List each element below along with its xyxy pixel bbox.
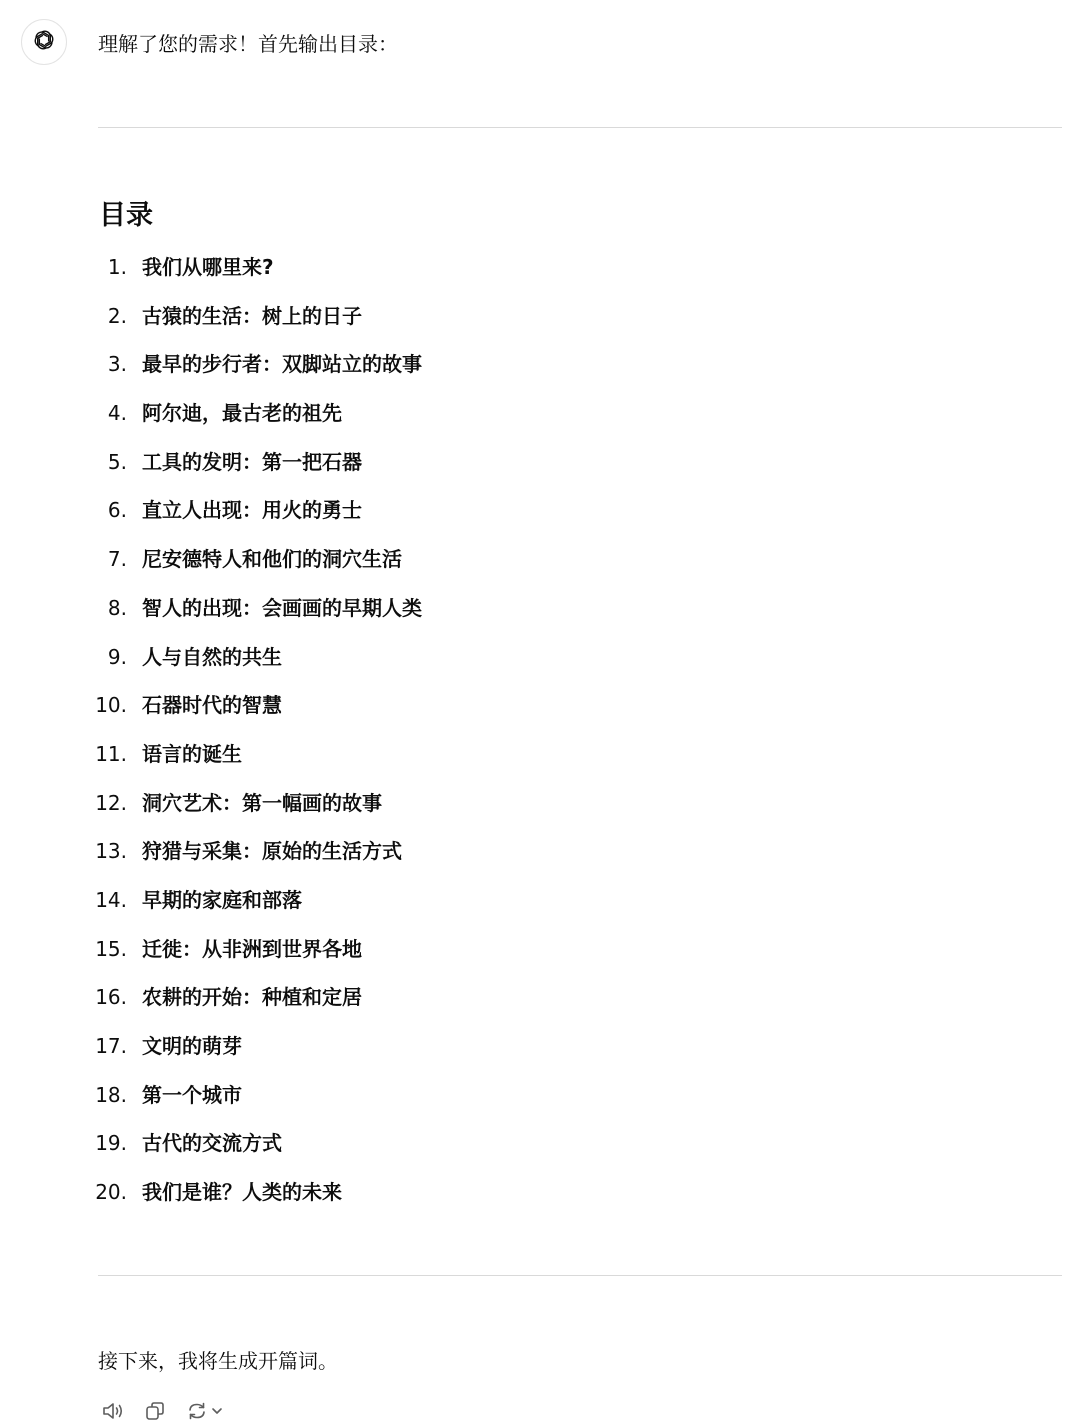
toc-item-title: 语言的诞生 xyxy=(142,741,242,766)
toc-item-number: 15. xyxy=(95,936,127,961)
toc-item-title: 我们从哪里来? xyxy=(142,255,274,279)
toc-item-title: 阿尔迪，最古老的祖先 xyxy=(142,401,342,426)
toc-item-number: 1. xyxy=(107,255,127,279)
toc-item-title: 智人的出现：会画画的早期人类 xyxy=(142,595,422,620)
toc-item-number: 11. xyxy=(95,741,127,766)
chevron-down-icon xyxy=(210,1404,224,1418)
toc-item-title: 迁徙：从非洲到世界各地 xyxy=(142,936,362,961)
toc-item-number: 19. xyxy=(95,1131,127,1156)
toc-item-number: 6. xyxy=(107,498,127,523)
toc-item-title: 工具的发明：第一把石器 xyxy=(142,449,362,474)
toc-item-number: 5. xyxy=(107,449,127,474)
copy-icon xyxy=(144,1400,166,1422)
toc-item-number: 10. xyxy=(95,693,127,718)
toc-item-number: 18. xyxy=(95,1082,127,1107)
toc-item-number: 2. xyxy=(107,303,127,328)
toc-item-number: 16. xyxy=(95,985,127,1010)
chatgpt-logo-icon xyxy=(31,27,57,57)
toc-item-title: 石器时代的智慧 xyxy=(142,693,282,718)
toc-item-number: 7. xyxy=(107,547,127,572)
toc-item-title: 洞穴艺术：第一幅画的故事 xyxy=(142,790,382,815)
toc-item-title: 第一个城市 xyxy=(142,1082,242,1107)
read-aloud-button[interactable] xyxy=(98,1397,128,1425)
regenerate-icon xyxy=(186,1400,208,1422)
toc-item-number: 9. xyxy=(107,644,127,669)
toc-item-title: 我们是谁？人类的未来 xyxy=(142,1180,342,1205)
toc-item-title: 狩猎与采集：原始的生活方式 xyxy=(142,839,402,864)
message-actions xyxy=(98,1396,228,1426)
regenerate-button[interactable] xyxy=(182,1397,228,1425)
toc-item-title: 最早的步行者：双脚站立的故事 xyxy=(142,352,422,377)
toc-item-title: 尼安德特人和他们的洞穴生活 xyxy=(142,547,402,572)
toc-item-number: 8. xyxy=(107,595,127,620)
divider-bottom xyxy=(98,1275,1062,1276)
toc-item-title: 直立人出现：用火的勇士 xyxy=(142,498,362,523)
toc-item-title: 古代的交流方式 xyxy=(142,1131,282,1156)
toc-heading: 目录 xyxy=(99,200,153,231)
toc-item-number: 12. xyxy=(95,790,127,815)
toc-item-title: 人与自然的共生 xyxy=(142,644,282,669)
assistant-avatar xyxy=(21,19,67,65)
toc-item-number: 3. xyxy=(107,352,127,377)
toc-item-title: 早期的家庭和部落 xyxy=(142,887,302,912)
toc-item-number: 4. xyxy=(107,401,127,426)
read-aloud-icon xyxy=(101,1400,125,1422)
copy-button[interactable] xyxy=(140,1397,170,1425)
toc-item-number: 14. xyxy=(95,887,127,912)
toc-item-number: 13. xyxy=(95,839,127,864)
divider-top xyxy=(98,127,1062,128)
toc-item-number: 20. xyxy=(95,1180,127,1205)
toc-item-title: 文明的萌芽 xyxy=(142,1034,242,1058)
toc-item-title: 农耕的开始：种植和定居 xyxy=(142,985,362,1010)
intro-text: 理解了您的需求！首先输出目录： xyxy=(98,32,398,56)
toc-item-title: 古猿的生活：树上的日子 xyxy=(142,303,362,328)
toc-item-number: 17. xyxy=(95,1034,127,1058)
outro-text: 接下来，我将生成开篇词。 xyxy=(98,1349,338,1373)
